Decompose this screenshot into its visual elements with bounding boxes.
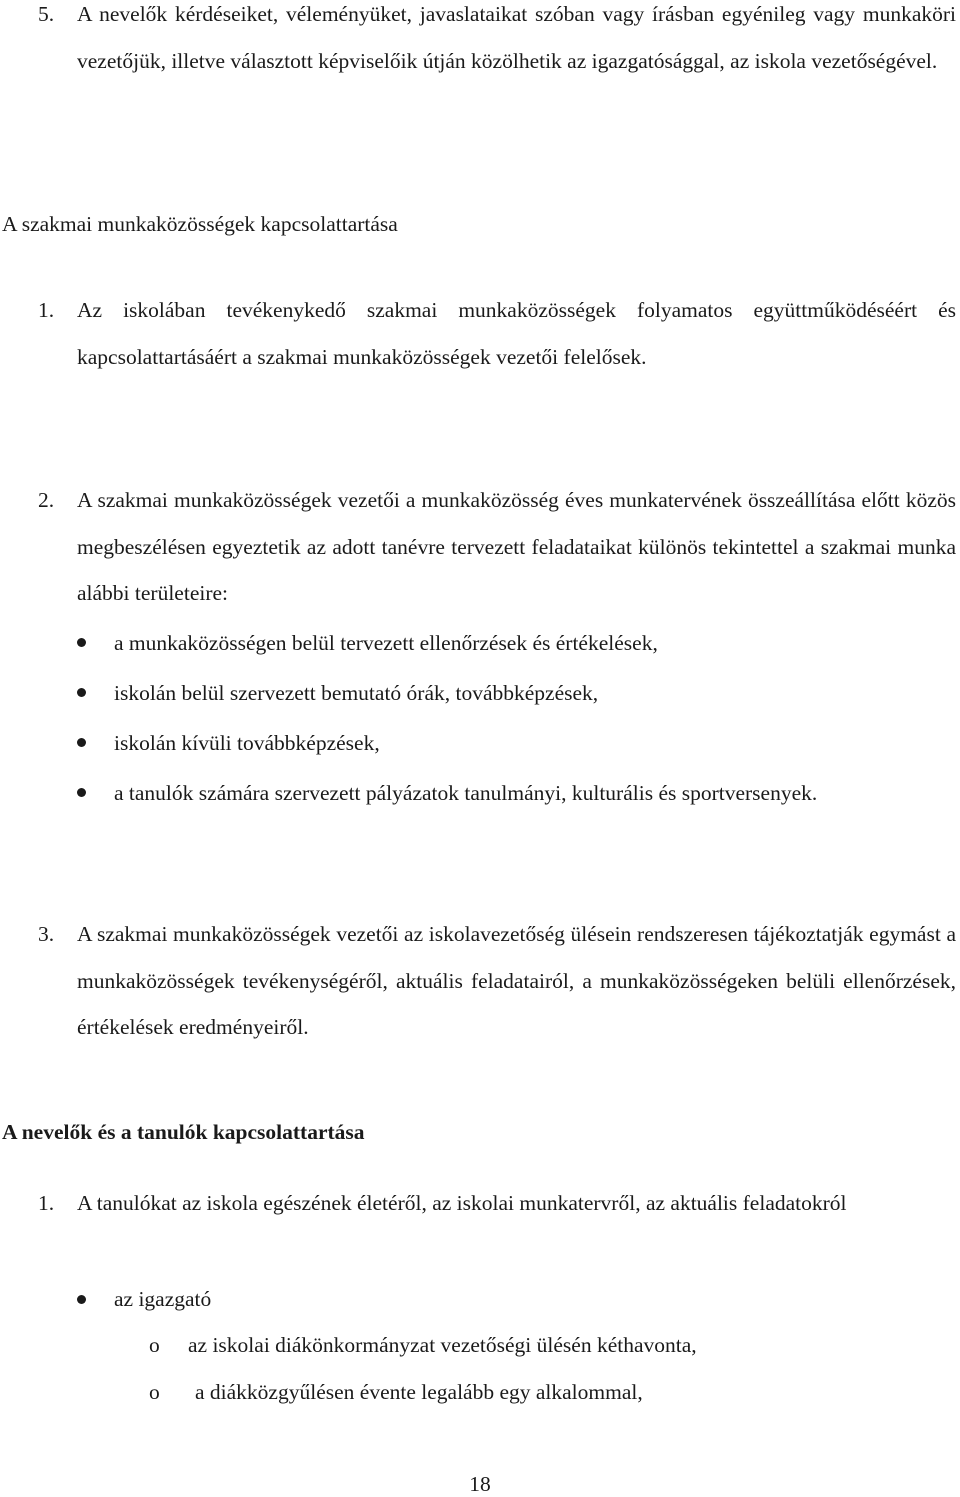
item-number: 1. [38,298,55,322]
paragraph: A tanulókat az iskola egészének életéről, az iskolai munkatervről, az aktuális feladatokról [77,1191,847,1215]
item-number: 1. [38,1191,55,1215]
sub-bullet-marker: o [149,1333,160,1357]
list-item: iskolán belül szervezett bemutató órák, továbbképzések, [114,681,599,705]
bullet-icon [77,738,86,747]
bullet-icon [77,688,86,697]
section-heading: A nevelők és a tanulók kapcsolattartása [2,1120,365,1144]
item-number: 3. [38,922,55,946]
section-heading: A szakmai munkaközösségek kapcsolattartása [2,212,398,236]
bullet-icon [77,638,86,647]
list-item: a tanulók számára szervezett pályázatok tanulmányi, kulturális és sportversenyek. [114,781,818,805]
list-item: iskolán kívüli továbbképzések, [114,731,380,755]
sub-bullet-marker: o [149,1380,160,1404]
list-item: a munkaközösségen belül tervezett ellenőrzések és értékelések, [114,631,658,655]
item-number: 5. [38,2,55,26]
paragraph: Az iskolában tevékenykedő szakmai munkaközösségek folyamatos együttműködéséért és kapcsolattartásáért a szakmai munkaközösségek vezetői felelősek. [77,298,956,369]
item-number: 2. [38,488,55,512]
list-item: az igazgató [114,1287,212,1311]
sub-list-item: az iskolai diákönkormányzat vezetőségi ülésén kéthavonta, [188,1333,697,1357]
bullet-icon [77,788,86,797]
sub-list-item: a diákközgyűlésen évente legalább egy alkalommal, [195,1380,643,1404]
bullet-icon [77,1295,86,1304]
paragraph: A szakmai munkaközösségek vezetői az iskolavezetőség ülésein rendszeresen tájékoztatják egymást a munkaközösségek tevékenységéről, aktuális feladatairól, a munkaközösségeken belüli ellenőrzések, értékelések eredményeiről. [77,922,956,1039]
paragraph: A nevelők kérdéseiket, véleményüket, javaslataikat szóban vagy írásban egyénileg vagy munkaköri vezetőjük, illetve választott képviselőik útján közölhetik az igazgatósággal, az iskola vezetőségével. [77,2,956,73]
page-number: 18 [469,1472,491,1496]
paragraph: A szakmai munkaközösségek vezetői a munkaközösség éves munkatervének összeállítása előtt közös megbeszélésen egyeztetik az adott tanévre tervezett feladataikat különös tekintettel a szakmai munka alábbi területeire: [77,488,956,605]
